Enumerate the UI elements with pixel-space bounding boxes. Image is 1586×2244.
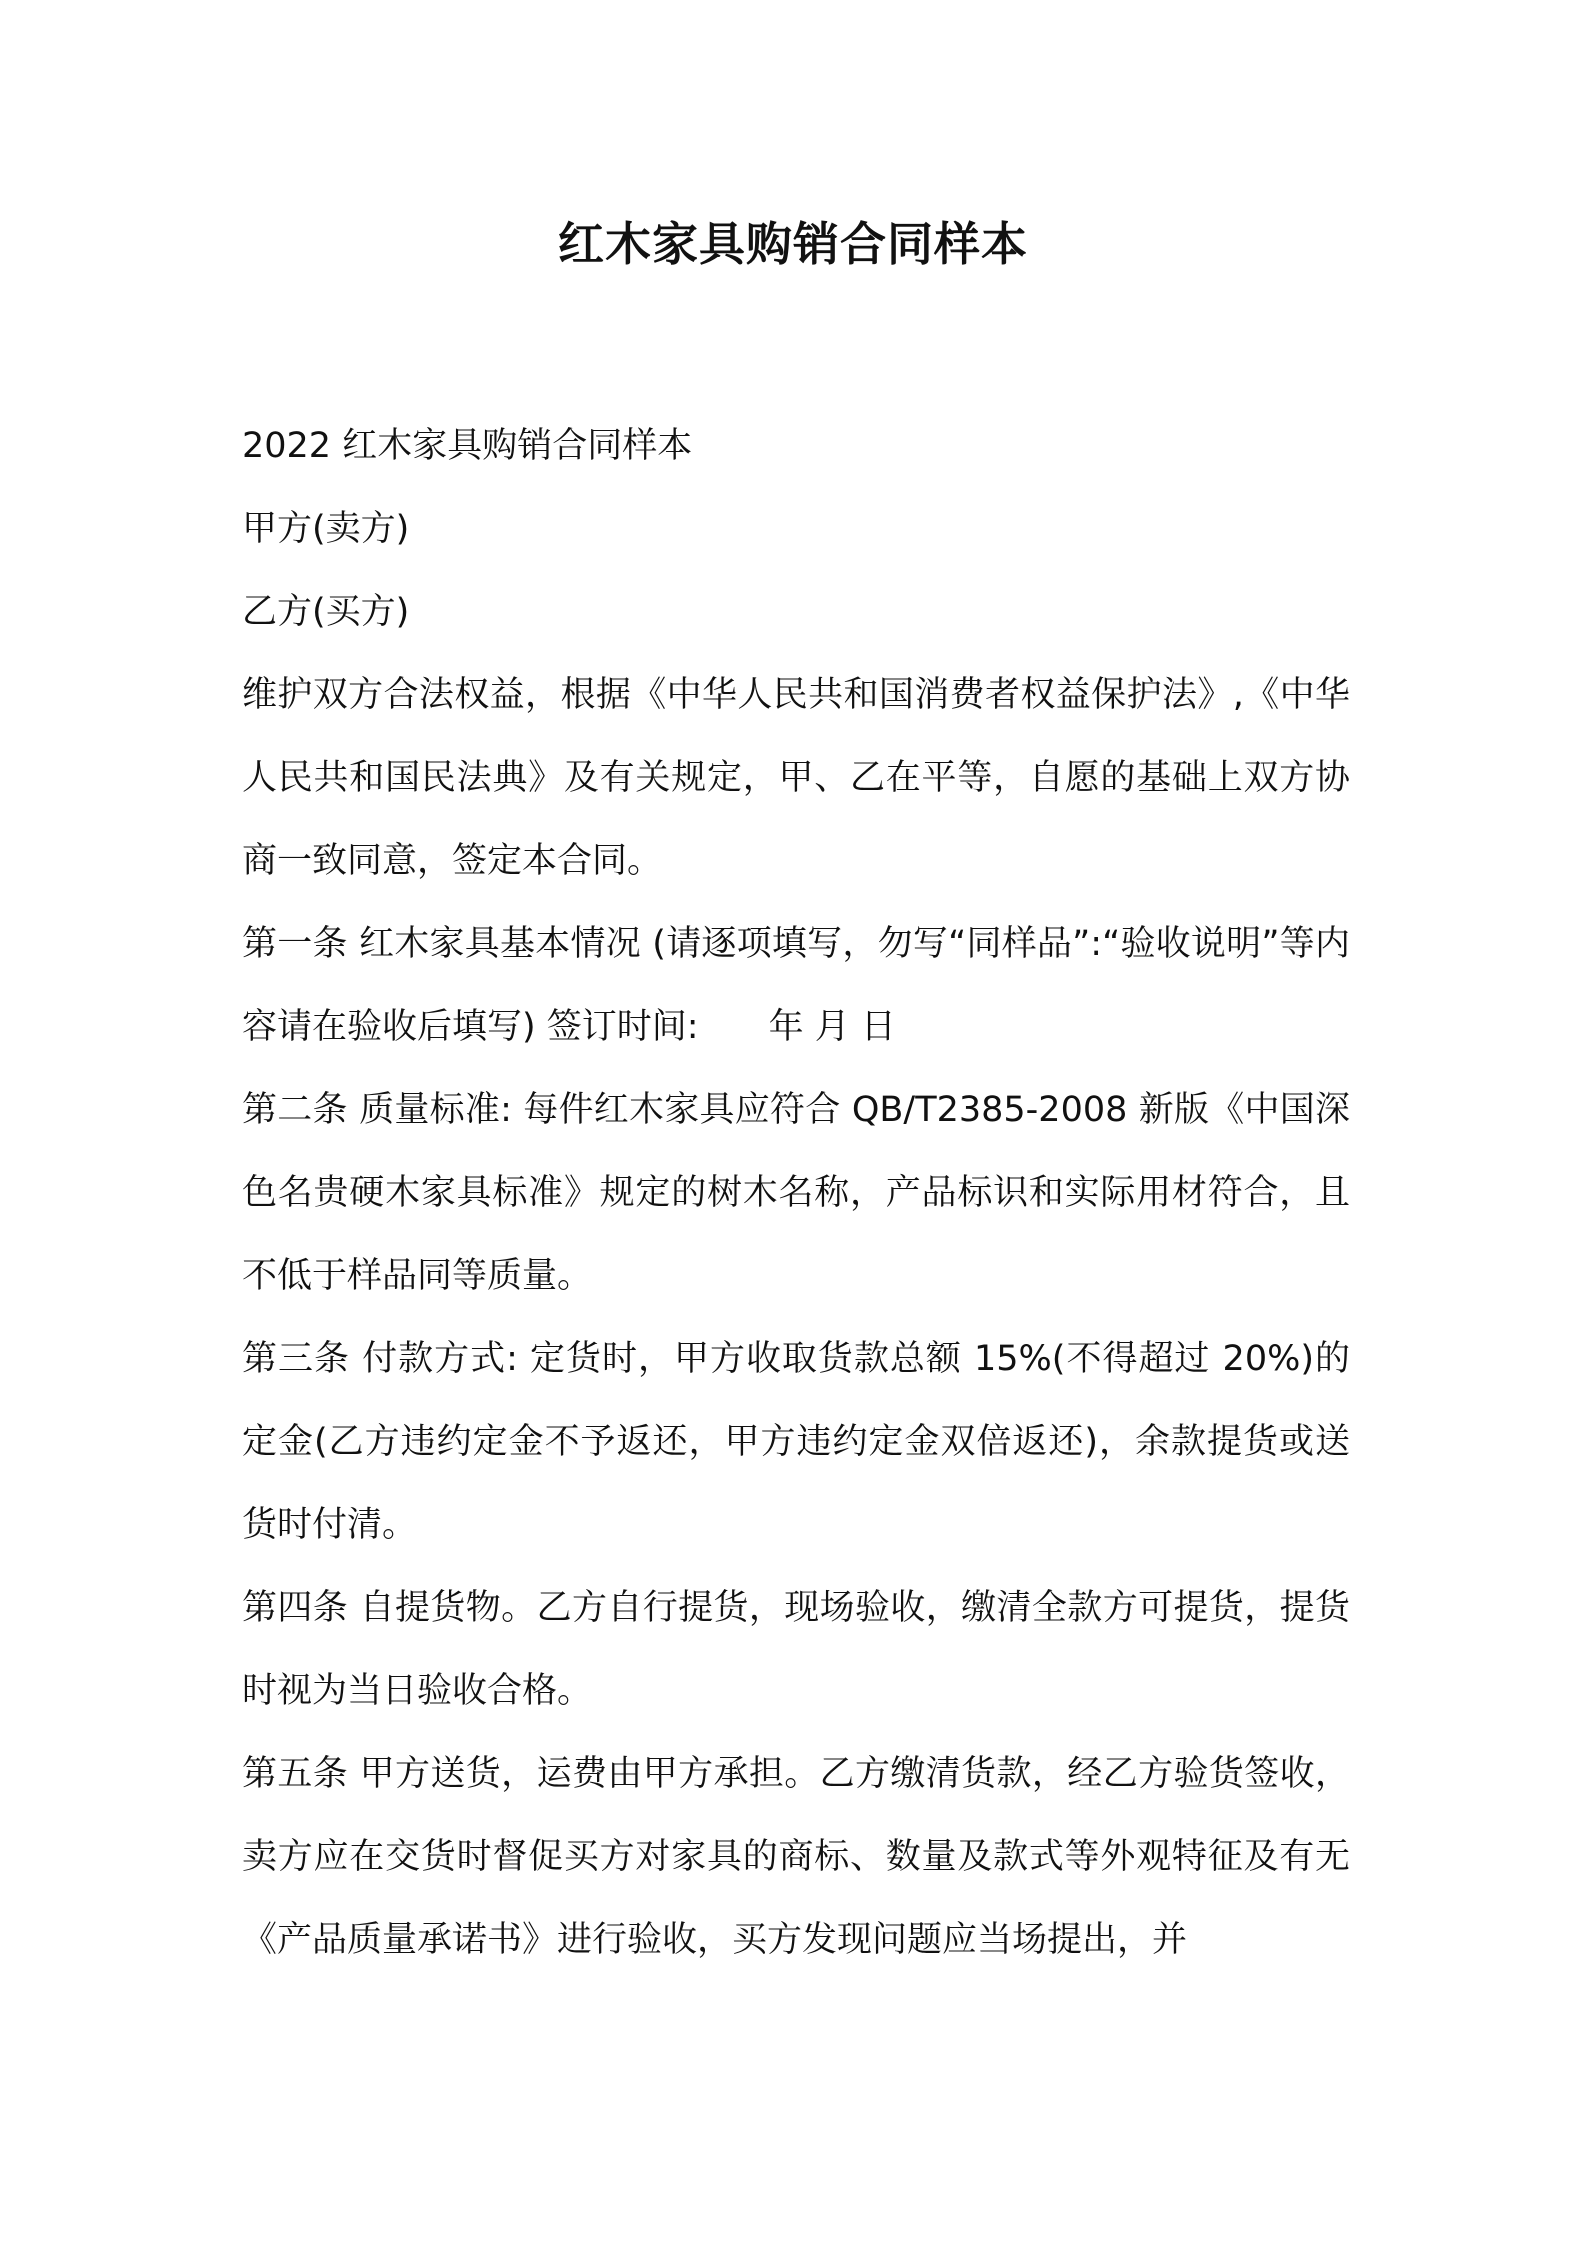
article-2-paragraph: 第二条 质量标准: 每件红木家具应符合 QB/T2385-2008 新版《中国深色名贵硬木家具标准》规定的树木名称，产品标识和实际用材符合，且不低于样品同等质量。 [242,1090,1350,1296]
article-3-paragraph: 第三条 付款方式: 定货时，甲方收取货款总额 15%(不得超过 20%)的定金(乙方违约定金不予返还，甲方违约定金双倍返还)，余款提货或送货时付清。 [242,1339,1350,1545]
preamble-paragraph: 维护双方合法权益，根据《中华人民共和国消费者权益保护法》,《中华人民共和国民法典》及有关规定，甲、乙在平等，自愿的基础上双方协商一致同意，签定本合同。 [242,675,1350,881]
document-body [242,405,1350,1982]
article-4-paragraph: 第四条 自提货物。乙方自行提货，现场验收，缴清全款方可提货，提货时视为当日验收合格。 [242,1588,1350,1711]
article-1-paragraph: 第一条 红木家具基本情况 (请逐项填写，勿写“同样品”:“验收说明”等内容请在验收后填写) 签订时间: 年 月 日 [242,924,1350,1047]
document-title: 红木家具购销合同样本 [558,217,1028,271]
party-b-line: 乙方(买方) [242,592,410,632]
subtitle-line: 2022 红木家具购销合同样本 [242,426,693,466]
party-a-line: 甲方(卖方) [242,509,410,549]
article-5-paragraph: 第五条 甲方送货，运费由甲方承担。乙方缴清货款，经乙方验货签收，卖方应在交货时督促买方对家具的商标、数量及款式等外观特征及有无《产品质量承诺书》进行验收，买方发现问题应当场提出，并 [242,1754,1350,1960]
